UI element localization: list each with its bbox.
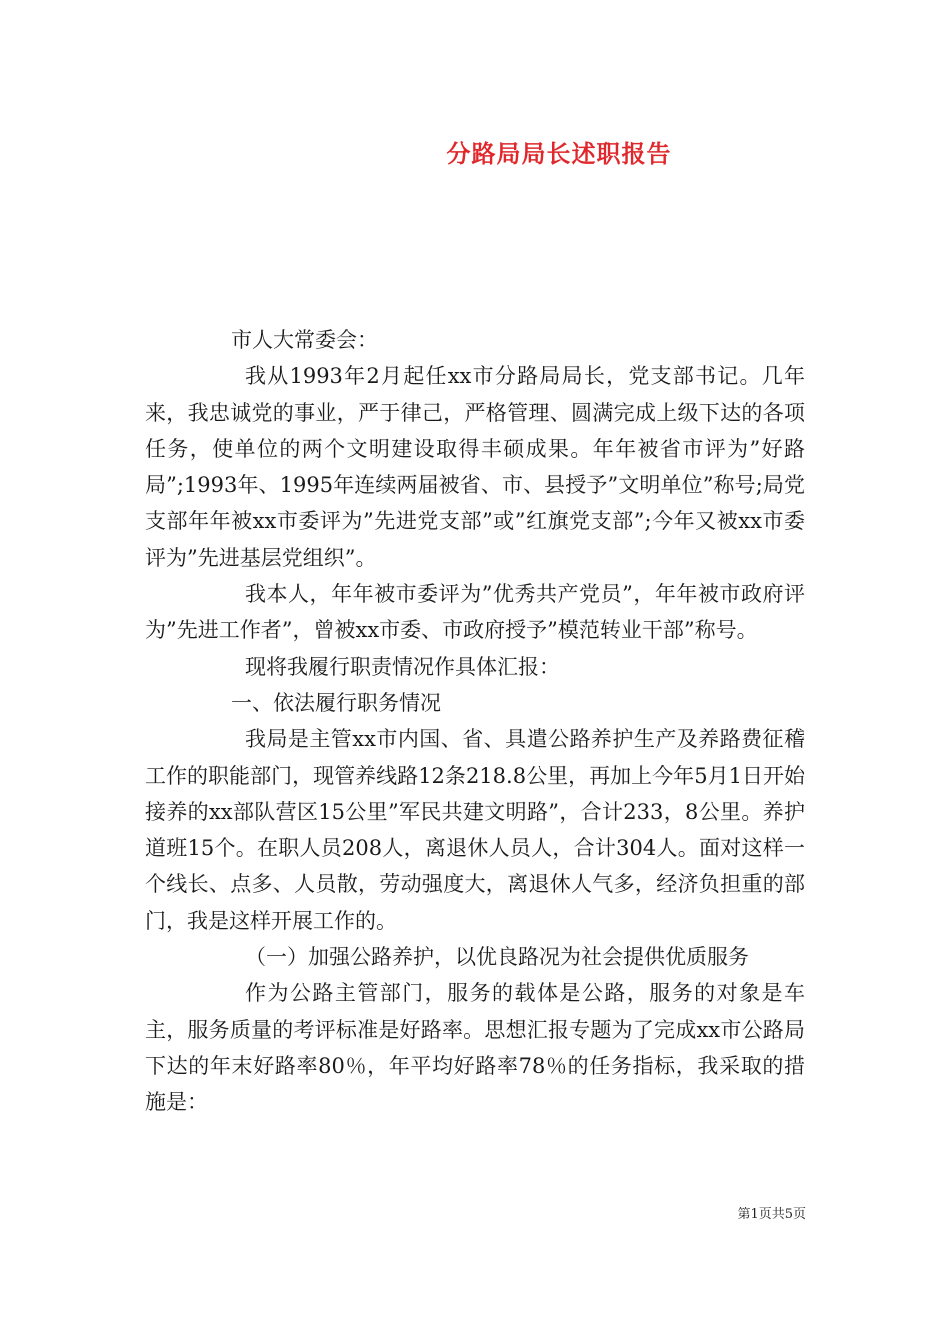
document-title: 分路局局长述职报告 [446, 140, 672, 168]
document-body [145, 322, 805, 1121]
paragraph: 现将我履行职责情况作具体汇报： [245, 654, 560, 679]
paragraph: 我局是主管xx市内国、省、具遣公路养护生产及养路费征稽工作的职能部门，现管养线路12条218.8公里，再加上今年5月1日开始接养的xx部队营区15公里”军民共建文明路”，合计233，8公里。养护道班15个。在职人员208人，离退休人员人，合计304人。面对这样一个线长、点多、人员散，劳动强度大，离退休人气多，经济负担重的部门，我是这样开展工作的。 [145, 727, 805, 933]
paragraph: 我本人，年年被市委评为”优秀共产党员”，年年被市政府评为”先进工作者”，曾被xx市委、市政府授予”模范转业干部”称号。 [145, 582, 805, 643]
subsection-heading: （一）加强公路养护，以优良路况为社会提供优质服务 [245, 945, 749, 970]
salutation: 市人大常委会： [231, 328, 378, 352]
paragraph: 我从1993年2月起任xx市分路局局长，党支部书记。几年来，我忠诚党的事业，严于律己，严格管理、圆满完成上级下达的各项任务，使单位的两个文明建设取得丰硕成果。年年被省市评为”好路局”;1993年、1995年连续两届被省、市、县授予”文明单位”称号;局党支部年年被xx市委评为”先进党支部”或”红旗党支部”;今年又被xx市委评为”先进基层党组织”。 [145, 364, 805, 570]
section-heading: 一、依法履行职务情况 [231, 690, 441, 715]
page-number: 第1页共5页 [737, 1207, 806, 1222]
paragraph: 作为公路主管部门，服务的载体是公路，服务的对象是车主，服务质量的考评标准是好路率。思想汇报专题为了完成xx市公路局下达的年末好路率80％，年平均好路率78％的任务指标，我采取的措施是： [145, 981, 805, 1115]
